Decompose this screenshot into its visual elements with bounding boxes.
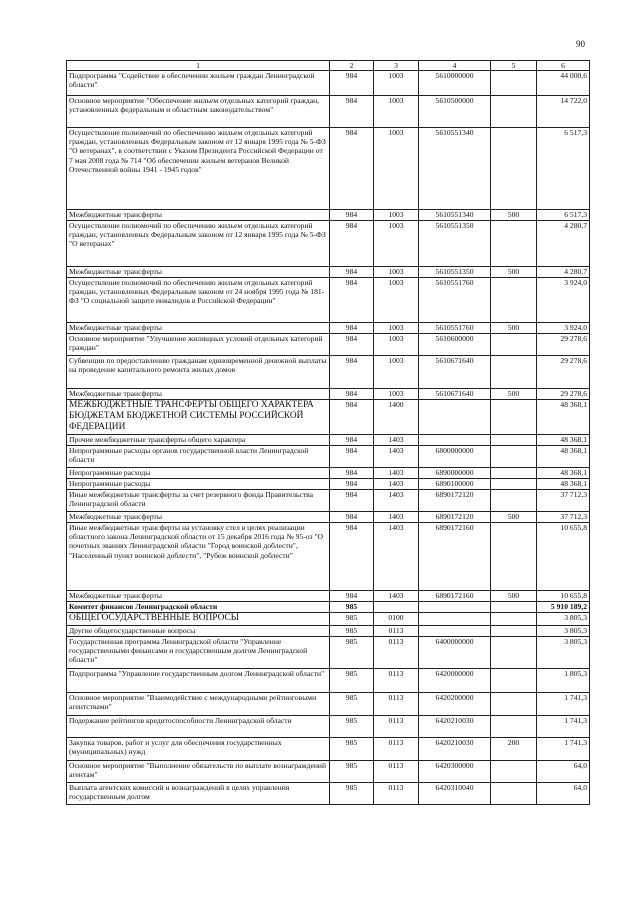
row-expense-type-code <box>491 128 537 210</box>
row-expense-type-code: 500 <box>491 512 537 523</box>
row-ministry-code: 984 <box>330 210 374 221</box>
row-ministry-code: 984 <box>330 446 374 468</box>
row-amount: 37 712,3 <box>537 490 590 512</box>
table-row <box>67 435 590 446</box>
row-section-code: 1403 <box>374 446 419 468</box>
row-ministry-code: 984 <box>330 334 374 356</box>
row-target-code: 5610500000 <box>419 96 491 128</box>
row-name-cell: Основное мероприятие "Выполнение обязательств по выплате вознаграждений агентам" <box>67 761 330 783</box>
table-row <box>67 356 590 389</box>
row-target-code: 5610551340 <box>419 128 491 210</box>
row-expense-type-code <box>491 71 537 96</box>
row-amount: 29 278,6 <box>537 334 590 356</box>
row-expense-type-code <box>491 637 537 669</box>
row-expense-type-code: 500 <box>491 210 537 221</box>
row-amount: 1 741,3 <box>537 738 590 761</box>
row-amount: 1 805,3 <box>537 669 590 693</box>
table-row <box>67 446 590 468</box>
row-section-code: 1003 <box>374 71 419 96</box>
row-target-code: 6420200000 <box>419 693 491 716</box>
row-name-cell: Межбюджетные трансферты <box>67 267 330 278</box>
row-section-code: 0113 <box>374 761 419 783</box>
table-row <box>67 323 590 334</box>
row-expense-type-code: 500 <box>491 389 537 400</box>
row-ministry-code: 985 <box>330 761 374 783</box>
row-section-code: 1403 <box>374 435 419 446</box>
row-expense-type-code <box>491 278 537 323</box>
header-cell-name: 1 <box>67 61 330 71</box>
row-amount: 29 278,6 <box>537 389 590 400</box>
row-name-cell: Основное мероприятие "Улучшение жилищных условий отдельных категорий граждан" <box>67 334 330 356</box>
row-section-code: 0113 <box>374 783 419 805</box>
row-section-code: 1403 <box>374 591 419 602</box>
row-section-code: 0113 <box>374 738 419 761</box>
row-section-code: 0113 <box>374 637 419 669</box>
row-expense-type-code <box>491 783 537 805</box>
row-amount: 48 368,1 <box>537 446 590 468</box>
row-target-code <box>419 400 491 435</box>
row-target-code <box>419 602 491 613</box>
row-name-cell: Другие общегосударственные вопросы <box>67 626 330 637</box>
row-expense-type-code <box>491 626 537 637</box>
row-name-cell: Непрограммные расходы <box>67 468 330 479</box>
row-target-code: 5610551760 <box>419 278 491 323</box>
row-expense-type-code <box>491 334 537 356</box>
header-cell-expense-type: 5 <box>491 61 537 71</box>
row-amount: 10 655,8 <box>537 591 590 602</box>
table-row <box>67 693 590 716</box>
row-amount: 37 712,3 <box>537 512 590 523</box>
row-target-code: 6400000000 <box>419 637 491 669</box>
row-section-code: 1003 <box>374 267 419 278</box>
row-name-cell: ОБЩЕГОСУДАРСТВЕННЫЕ ВОПРОСЫ <box>67 613 330 626</box>
table-row <box>67 669 590 693</box>
table-row <box>67 389 590 400</box>
row-expense-type-code <box>491 221 537 267</box>
row-target-code: 6890172160 <box>419 591 491 602</box>
row-amount: 1 741,3 <box>537 716 590 738</box>
row-expense-type-code <box>491 761 537 783</box>
row-name-cell: Прочие межбюджетные трансферты общего характера <box>67 435 330 446</box>
row-ministry-code: 985 <box>330 637 374 669</box>
row-expense-type-code <box>491 523 537 591</box>
row-expense-type-code <box>491 716 537 738</box>
row-section-code: 1403 <box>374 468 419 479</box>
row-amount: 3 924,0 <box>537 323 590 334</box>
table-row <box>67 613 590 626</box>
row-expense-type-code <box>491 435 537 446</box>
row-name-cell: Осуществление полномочий по обеспечению жильем отдельных категорий граждан, установленных Федеральным законом от 12 января 1995 года № 5-ФЗ "О ветеранах", в соответствии с Указом Президента Российской Федерации от 7 мая 2008 года № 714 "Об обеспечении жильем ветеранов Великой Отечественной войны 1941 - 1945 годов" <box>67 128 330 210</box>
row-name-cell: Государственная программа Ленинградской области "Управление государственными финансами и государственным долгом Ленинградской области" <box>67 637 330 669</box>
row-target-code: 6800000000 <box>419 446 491 468</box>
row-expense-type-code: 500 <box>491 591 537 602</box>
row-target-code: 5610551350 <box>419 221 491 267</box>
table-row <box>67 783 590 805</box>
row-section-code: 0113 <box>374 626 419 637</box>
table-row <box>67 626 590 637</box>
row-ministry-code: 985 <box>330 602 374 613</box>
row-ministry-code: 984 <box>330 278 374 323</box>
row-expense-type-code <box>491 96 537 128</box>
row-target-code: 5610551760 <box>419 323 491 334</box>
row-amount: 64,0 <box>537 783 590 805</box>
row-amount: 10 655,8 <box>537 523 590 591</box>
row-name-cell: Основное мероприятие "Обеспечение жильем отдельных категорий граждан, установленных федеральным и областным законодательством" <box>67 96 330 128</box>
row-amount: 29 278,6 <box>537 356 590 389</box>
row-expense-type-code <box>491 446 537 468</box>
row-ministry-code: 984 <box>330 267 374 278</box>
row-amount: 6 517,3 <box>537 128 590 210</box>
row-amount: 1 741,3 <box>537 693 590 716</box>
row-section-code: 0100 <box>374 613 419 626</box>
row-ministry-code: 984 <box>330 479 374 490</box>
row-section-code: 1003 <box>374 356 419 389</box>
row-name-cell: Закупка товаров, работ и услуг для обеспечения государственных (муниципальных) нужд <box>67 738 330 761</box>
row-section-code: 1003 <box>374 389 419 400</box>
table-row <box>67 479 590 490</box>
row-name-cell: Подпрограмма "Содействие в обеспечении жильем граждан Ленинградской области" <box>67 71 330 96</box>
row-expense-type-code <box>491 479 537 490</box>
row-amount: 48 368,1 <box>537 435 590 446</box>
table-row <box>67 512 590 523</box>
row-section-code <box>374 602 419 613</box>
row-expense-type-code <box>491 490 537 512</box>
row-amount: 64,0 <box>537 761 590 783</box>
row-section-code: 0113 <box>374 669 419 693</box>
row-expense-type-code <box>491 468 537 479</box>
header-cell-section: 3 <box>374 61 419 71</box>
row-section-code: 1003 <box>374 128 419 210</box>
row-target-code: 6420310040 <box>419 783 491 805</box>
table-row <box>67 490 590 512</box>
table-row <box>67 400 590 435</box>
row-ministry-code: 984 <box>330 591 374 602</box>
header-cell-target: 4 <box>419 61 491 71</box>
table-row <box>67 716 590 738</box>
row-ministry-code: 984 <box>330 389 374 400</box>
table-row <box>67 221 590 267</box>
row-amount: 3 805,3 <box>537 637 590 669</box>
row-target-code <box>419 613 491 626</box>
row-name-cell: Межбюджетные трансферты <box>67 323 330 334</box>
table-row <box>67 738 590 761</box>
row-section-code: 1403 <box>374 523 419 591</box>
row-target-code: 6890172120 <box>419 512 491 523</box>
row-name-cell: Субвенции по предоставлению гражданам единовременной денежной выплаты на проведение капитального ремонта жилых домов <box>67 356 330 389</box>
row-ministry-code: 985 <box>330 626 374 637</box>
row-section-code: 1403 <box>374 479 419 490</box>
table-row <box>67 334 590 356</box>
row-ministry-code: 984 <box>330 512 374 523</box>
row-name-cell: Непрограммные расходы органов государственной власти Ленинградской области <box>67 446 330 468</box>
row-name-cell: Комитет финансов Ленинградской области <box>67 602 330 613</box>
row-target-code: 6420000000 <box>419 669 491 693</box>
table-header-row <box>67 61 590 71</box>
row-section-code: 1003 <box>374 278 419 323</box>
row-expense-type-code: 500 <box>491 267 537 278</box>
table-row <box>67 96 590 128</box>
row-ministry-code: 985 <box>330 693 374 716</box>
row-section-code: 1003 <box>374 221 419 267</box>
row-ministry-code: 984 <box>330 356 374 389</box>
row-name-cell: Иные межбюджетные трансферты за счет резервного фонда Правительства Ленинградской области <box>67 490 330 512</box>
row-target-code <box>419 626 491 637</box>
row-name-cell: Иные межбюджетные трансферты на установку стел в целях реализации областного закона Ленинградской области от 15 декабря 2016 года № 95-оз "О почетных званиях Ленинградской области "Город воинской доблести", "Населенный пункт воинской доблести", "Рубеж воинской доблести" <box>67 523 330 591</box>
row-ministry-code: 985 <box>330 716 374 738</box>
table-row <box>67 71 590 96</box>
row-target-code: 6420210030 <box>419 716 491 738</box>
row-amount: 6 517,3 <box>537 210 590 221</box>
row-ministry-code: 984 <box>330 96 374 128</box>
row-expense-type-code <box>491 613 537 626</box>
row-expense-type-code <box>491 693 537 716</box>
row-target-code: 5610551350 <box>419 267 491 278</box>
row-ministry-code: 984 <box>330 468 374 479</box>
budget-table <box>66 60 590 805</box>
row-amount: 3 805,3 <box>537 626 590 637</box>
table-row <box>67 591 590 602</box>
row-ministry-code: 984 <box>330 490 374 512</box>
table-row <box>67 278 590 323</box>
row-target-code <box>419 435 491 446</box>
row-name-cell: Основное мероприятие "Взаимодействие с международными рейтинговыми агентствами" <box>67 693 330 716</box>
row-target-code: 5610600000 <box>419 334 491 356</box>
row-section-code: 1403 <box>374 512 419 523</box>
table-row <box>67 128 590 210</box>
row-target-code: 6420300000 <box>419 761 491 783</box>
row-section-code: 1003 <box>374 96 419 128</box>
row-name-cell: Осуществление полномочий по обеспечению жильем отдельных категорий граждан, установленных Федеральным законом от 24 ноября 1995 года № 181-ФЗ "О социальной защите инвалидов в Российской Федерации" <box>67 278 330 323</box>
header-cell-ministry: 2 <box>330 61 374 71</box>
row-amount: 3 924,0 <box>537 278 590 323</box>
row-amount: 3 805,3 <box>537 613 590 626</box>
row-expense-type-code: 500 <box>491 323 537 334</box>
row-amount: 48 368,1 <box>537 479 590 490</box>
row-name-cell: Подпрограмма "Управление государственным долгом Ленинградской области" <box>67 669 330 693</box>
row-amount: 4 280,7 <box>537 221 590 267</box>
row-expense-type-code <box>491 669 537 693</box>
row-ministry-code: 984 <box>330 128 374 210</box>
row-target-code: 6890172120 <box>419 490 491 512</box>
row-ministry-code: 984 <box>330 435 374 446</box>
row-target-code: 5610000000 <box>419 71 491 96</box>
header-cell-amount: 6 <box>537 61 590 71</box>
row-target-code: 6890000000 <box>419 468 491 479</box>
row-target-code: 6890172160 <box>419 523 491 591</box>
row-target-code: 5610671640 <box>419 389 491 400</box>
row-target-code: 6420210030 <box>419 738 491 761</box>
row-name-cell: МЕЖБЮДЖЕТНЫЕ ТРАНСФЕРТЫ ОБЩЕГО ХАРАКТЕРА БЮДЖЕТАМ БЮДЖЕТНОЙ СИСТЕМЫ РОССИЙСКОЙ ФЕДЕРАЦИИ <box>67 400 330 435</box>
row-ministry-code: 985 <box>330 738 374 761</box>
row-ministry-code: 984 <box>330 323 374 334</box>
row-section-code: 1003 <box>374 210 419 221</box>
row-amount: 44 000,6 <box>537 71 590 96</box>
row-ministry-code: 985 <box>330 669 374 693</box>
row-name-cell: Межбюджетные трансферты <box>67 512 330 523</box>
row-section-code: 1400 <box>374 400 419 435</box>
table-row <box>67 468 590 479</box>
row-section-code: 0113 <box>374 716 419 738</box>
row-name-cell: Межбюджетные трансферты <box>67 591 330 602</box>
row-name-cell: Подержание рейтингов кредитоспособности Ленинградской области <box>67 716 330 738</box>
row-amount: 14 722,0 <box>537 96 590 128</box>
row-ministry-code: 984 <box>330 71 374 96</box>
row-name-cell: Выплата агентских комиссий и вознаграждений в целях управления государственным долгом <box>67 783 330 805</box>
row-name-cell: Межбюджетные трансферты <box>67 210 330 221</box>
row-ministry-code: 984 <box>330 400 374 435</box>
row-ministry-code: 984 <box>330 221 374 267</box>
table-row <box>67 267 590 278</box>
row-name-cell: Осуществление полномочий по обеспечению жильем отдельных категорий граждан, установленных Федеральным законом от 12 января 1995 года № 5-ФЗ "О ветеранах" <box>67 221 330 267</box>
row-section-code: 0113 <box>374 693 419 716</box>
row-target-code: 5610671640 <box>419 356 491 389</box>
row-target-code: 6890100000 <box>419 479 491 490</box>
row-expense-type-code <box>491 602 537 613</box>
row-ministry-code: 985 <box>330 613 374 626</box>
table-row <box>67 210 590 221</box>
table-row <box>67 602 590 613</box>
row-amount: 48 368,1 <box>537 400 590 435</box>
row-ministry-code: 985 <box>330 783 374 805</box>
row-expense-type-code: 200 <box>491 738 537 761</box>
row-name-cell: Непрограммные расходы <box>67 479 330 490</box>
row-expense-type-code <box>491 400 537 435</box>
row-expense-type-code <box>491 356 537 389</box>
table-row <box>67 761 590 783</box>
row-amount: 4 280,7 <box>537 267 590 278</box>
row-ministry-code: 984 <box>330 523 374 591</box>
row-section-code: 1403 <box>374 490 419 512</box>
row-target-code: 5610551340 <box>419 210 491 221</box>
table-row <box>67 637 590 669</box>
table-row <box>67 523 590 591</box>
page-number: 90 <box>576 39 585 49</box>
row-amount: 5 910 189,2 <box>537 602 590 613</box>
row-name-cell: Межбюджетные трансферты <box>67 389 330 400</box>
row-section-code: 1003 <box>374 323 419 334</box>
row-section-code: 1003 <box>374 334 419 356</box>
row-amount: 48 368,1 <box>537 468 590 479</box>
